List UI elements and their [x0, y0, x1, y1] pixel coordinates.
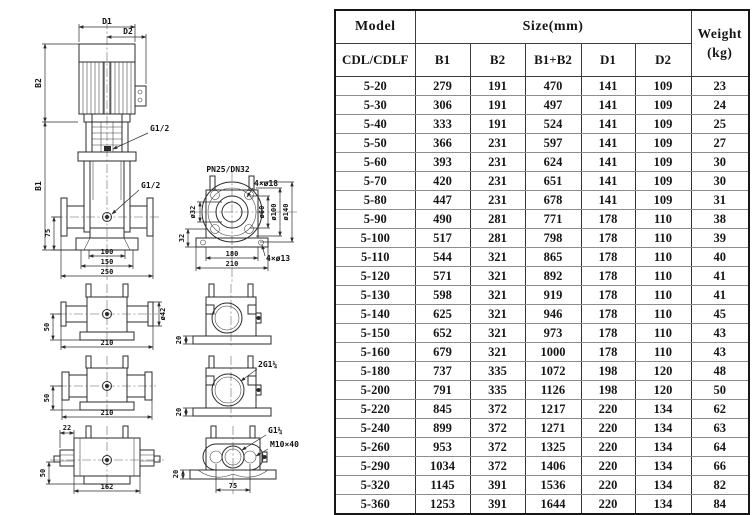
value-cell: 43: [691, 342, 749, 361]
table-row: [335, 437, 749, 456]
value-cell: 420: [415, 171, 470, 190]
spec-table-container: [334, 9, 748, 515]
model-cell: 5-120: [335, 266, 415, 285]
dim-210-label: 210: [225, 260, 239, 268]
port-view-a: [175, 284, 271, 346]
table-row: [335, 266, 749, 285]
port-view-c: [172, 426, 299, 494]
dim-162: 162: [100, 483, 114, 491]
value-cell: 178: [581, 304, 635, 323]
value-cell: 141: [581, 95, 635, 114]
header-model: Model: [335, 10, 415, 43]
value-cell: 1072: [525, 361, 581, 380]
table-row: [335, 418, 749, 437]
dim-150: 150: [100, 258, 114, 266]
front-view: [34, 17, 169, 280]
value-cell: 141: [581, 152, 635, 171]
value-cell: 737: [415, 361, 470, 380]
value-cell: 23: [691, 76, 749, 95]
value-cell: 178: [581, 342, 635, 361]
value-cell: 321: [470, 285, 525, 304]
port-view-b: [175, 356, 277, 418]
value-cell: 366: [415, 133, 470, 152]
value-cell: 27: [691, 133, 749, 152]
dia-32-label: ø32: [189, 205, 197, 219]
value-cell: 679: [415, 342, 470, 361]
value-cell: 110: [635, 304, 691, 323]
value-cell: 281: [470, 228, 525, 247]
header-col-d2: D2: [635, 43, 691, 76]
model-cell: 5-290: [335, 456, 415, 475]
value-cell: 25: [691, 114, 749, 133]
value-cell: 321: [470, 266, 525, 285]
value-cell: 110: [635, 247, 691, 266]
table-row: [335, 285, 749, 304]
dim-210-b: 210: [100, 409, 114, 417]
value-cell: 109: [635, 171, 691, 190]
dim-100: 100: [100, 248, 114, 256]
value-cell: 198: [581, 380, 635, 399]
value-cell: 109: [635, 133, 691, 152]
value-cell: 178: [581, 266, 635, 285]
value-cell: 110: [635, 228, 691, 247]
value-cell: 1126: [525, 380, 581, 399]
table-row: [335, 304, 749, 323]
value-cell: 845: [415, 399, 470, 418]
model-cell: 5-30: [335, 95, 415, 114]
value-cell: 66: [691, 456, 749, 475]
value-cell: 40: [691, 247, 749, 266]
pump-dimension-drawing: [0, 0, 336, 500]
dim-210-a: 210: [100, 339, 114, 347]
value-cell: 141: [581, 171, 635, 190]
value-cell: 141: [581, 133, 635, 152]
model-cell: 5-80: [335, 190, 415, 209]
value-cell: 447: [415, 190, 470, 209]
value-cell: 598: [415, 285, 470, 304]
value-cell: 1145: [415, 475, 470, 494]
model-cell: 5-200: [335, 380, 415, 399]
value-cell: 892: [525, 266, 581, 285]
header-weight-line1: Weight: [697, 25, 742, 41]
value-cell: 134: [635, 437, 691, 456]
dia-42-label: ø42: [159, 307, 167, 321]
value-cell: 651: [525, 171, 581, 190]
header-size: Size(mm): [415, 10, 691, 43]
dim-50-c: 50: [39, 468, 47, 478]
value-cell: 524: [525, 114, 581, 133]
value-cell: 84: [691, 494, 749, 514]
table-row: [335, 209, 749, 228]
value-cell: 220: [581, 475, 635, 494]
table-row: [335, 475, 749, 494]
dia-100-label: ø100: [270, 203, 278, 221]
table-row: [335, 190, 749, 209]
model-cell: 5-50: [335, 133, 415, 152]
value-cell: 678: [525, 190, 581, 209]
table-row: [335, 323, 749, 342]
value-cell: 191: [470, 95, 525, 114]
value-cell: 306: [415, 95, 470, 114]
table-row: [335, 152, 749, 171]
bolt-holes-label: 4×ø18: [254, 179, 279, 188]
side-view-a: [43, 284, 167, 350]
value-cell: 973: [525, 323, 581, 342]
table-row: [335, 456, 749, 475]
value-cell: 220: [581, 437, 635, 456]
table-row: [335, 114, 749, 133]
value-cell: 109: [635, 190, 691, 209]
value-cell: 120: [635, 361, 691, 380]
terminal-box: [135, 86, 146, 106]
value-cell: 321: [470, 304, 525, 323]
model-cell: 5-150: [335, 323, 415, 342]
value-cell: 321: [470, 323, 525, 342]
model-cell: 5-180: [335, 361, 415, 380]
table-row: [335, 342, 749, 361]
model-cell: 5-40: [335, 114, 415, 133]
value-cell: 41: [691, 285, 749, 304]
dim-20-b: 20: [175, 407, 183, 417]
value-cell: 220: [581, 494, 635, 514]
value-cell: 39: [691, 228, 749, 247]
bolt-m10-label: M10×40: [270, 440, 299, 449]
table-row: [335, 133, 749, 152]
value-cell: 335: [470, 380, 525, 399]
header-model-sub: CDL/CDLF: [335, 43, 415, 76]
dia-60-label: ø60: [258, 205, 266, 219]
value-cell: 45: [691, 304, 749, 323]
value-cell: 798: [525, 228, 581, 247]
value-cell: 1325: [525, 437, 581, 456]
value-cell: 231: [470, 133, 525, 152]
model-cell: 5-130: [335, 285, 415, 304]
value-cell: 372: [470, 437, 525, 456]
header-col-b1: B1: [415, 43, 470, 76]
value-cell: 865: [525, 247, 581, 266]
value-cell: 372: [470, 456, 525, 475]
value-cell: 178: [581, 323, 635, 342]
value-cell: 109: [635, 95, 691, 114]
value-cell: 1406: [525, 456, 581, 475]
header-col-b1b2: B1+B2: [525, 43, 581, 76]
value-cell: 141: [581, 76, 635, 95]
value-cell: 110: [635, 266, 691, 285]
value-cell: 178: [581, 228, 635, 247]
value-cell: 134: [635, 418, 691, 437]
dim-32-label: 32: [178, 233, 186, 243]
value-cell: 321: [470, 342, 525, 361]
side-view-b: [43, 356, 156, 420]
value-cell: 372: [470, 418, 525, 437]
header-weight: [691, 10, 749, 76]
value-cell: 141: [581, 114, 635, 133]
table-row: [335, 361, 749, 380]
value-cell: 771: [525, 209, 581, 228]
value-cell: 220: [581, 399, 635, 418]
thread-g114-label: G1¼: [268, 426, 283, 435]
model-cell: 5-240: [335, 418, 415, 437]
dim-75: 75: [44, 228, 52, 238]
value-cell: 791: [415, 380, 470, 399]
value-cell: 1034: [415, 456, 470, 475]
value-cell: 571: [415, 266, 470, 285]
dim-b2: B2: [34, 78, 43, 88]
model-cell: 5-140: [335, 304, 415, 323]
model-cell: 5-320: [335, 475, 415, 494]
value-cell: 470: [525, 76, 581, 95]
value-cell: 134: [635, 475, 691, 494]
value-cell: 231: [470, 152, 525, 171]
dim-180-label: 180: [225, 250, 239, 258]
value-cell: 279: [415, 76, 470, 95]
table-row: [335, 494, 749, 514]
dim-20-a: 20: [175, 335, 183, 345]
value-cell: 281: [470, 209, 525, 228]
table-row: [335, 228, 749, 247]
value-cell: 231: [470, 171, 525, 190]
value-cell: 333: [415, 114, 470, 133]
value-cell: 24: [691, 95, 749, 114]
value-cell: 30: [691, 152, 749, 171]
value-cell: 41: [691, 266, 749, 285]
value-cell: 178: [581, 247, 635, 266]
model-cell: 5-70: [335, 171, 415, 190]
value-cell: 38: [691, 209, 749, 228]
value-cell: 110: [635, 209, 691, 228]
flange-rating-label: PN25/DN32: [206, 165, 250, 174]
table-row: [335, 399, 749, 418]
value-cell: 178: [581, 285, 635, 304]
dim-75-b: 75: [228, 482, 238, 490]
table-row: [335, 95, 749, 114]
value-cell: 335: [470, 361, 525, 380]
value-cell: 1644: [525, 494, 581, 514]
value-cell: 1536: [525, 475, 581, 494]
value-cell: 110: [635, 323, 691, 342]
value-cell: 899: [415, 418, 470, 437]
model-cell: 5-260: [335, 437, 415, 456]
value-cell: 63: [691, 418, 749, 437]
dim-b1: B1: [34, 181, 43, 191]
value-cell: 48: [691, 361, 749, 380]
model-cell: 5-100: [335, 228, 415, 247]
table-row: [335, 380, 749, 399]
value-cell: 64: [691, 437, 749, 456]
value-cell: 82: [691, 475, 749, 494]
value-cell: 321: [470, 247, 525, 266]
base-holes-label: 4×ø13: [266, 254, 291, 263]
model-cell: 5-110: [335, 247, 415, 266]
value-cell: 517: [415, 228, 470, 247]
table-row: [335, 171, 749, 190]
value-cell: 220: [581, 418, 635, 437]
value-cell: 231: [470, 190, 525, 209]
value-cell: 946: [525, 304, 581, 323]
value-cell: 1000: [525, 342, 581, 361]
value-cell: 191: [470, 76, 525, 95]
model-cell: 5-220: [335, 399, 415, 418]
value-cell: 50: [691, 380, 749, 399]
value-cell: 625: [415, 304, 470, 323]
value-cell: 134: [635, 399, 691, 418]
thread-g12-side: G1/2: [141, 181, 161, 190]
value-cell: 953: [415, 437, 470, 456]
value-cell: 31: [691, 190, 749, 209]
table-row: [335, 247, 749, 266]
table-body: [335, 76, 749, 514]
model-cell: 5-20: [335, 76, 415, 95]
thread-2g114-label: 2G1¼: [258, 360, 278, 369]
dim-d2: D2: [123, 27, 133, 36]
header-col-b2: B2: [470, 43, 525, 76]
value-cell: 30: [691, 171, 749, 190]
value-cell: 191: [470, 114, 525, 133]
model-cell: 5-60: [335, 152, 415, 171]
dim-d1: D1: [102, 17, 112, 26]
value-cell: 109: [635, 76, 691, 95]
model-cell: 5-160: [335, 342, 415, 361]
value-cell: 624: [525, 152, 581, 171]
dim-250: 250: [100, 268, 114, 276]
dim-50-a: 50: [43, 322, 51, 332]
value-cell: 198: [581, 361, 635, 380]
side-view-c: [39, 424, 164, 494]
value-cell: 372: [470, 399, 525, 418]
dia-140-label: ø140: [282, 203, 290, 221]
value-cell: 134: [635, 494, 691, 514]
value-cell: 109: [635, 152, 691, 171]
value-cell: 1217: [525, 399, 581, 418]
model-cell: 5-90: [335, 209, 415, 228]
value-cell: 134: [635, 456, 691, 475]
header-col-d1: D1: [581, 43, 635, 76]
value-cell: 62: [691, 399, 749, 418]
value-cell: 110: [635, 342, 691, 361]
value-cell: 220: [581, 456, 635, 475]
value-cell: 490: [415, 209, 470, 228]
value-cell: 1271: [525, 418, 581, 437]
value-cell: 391: [470, 475, 525, 494]
value-cell: 141: [581, 190, 635, 209]
model-cell: 5-360: [335, 494, 415, 514]
header-weight-line2: (kg): [707, 45, 733, 61]
dim-50-b: 50: [43, 393, 51, 403]
value-cell: 652: [415, 323, 470, 342]
thread-g12-top: G1/2: [150, 124, 170, 133]
spec-table: [334, 9, 750, 515]
value-cell: 120: [635, 380, 691, 399]
value-cell: 919: [525, 285, 581, 304]
value-cell: 1253: [415, 494, 470, 514]
dim-22: 22: [62, 424, 72, 432]
table-row: [335, 76, 749, 95]
value-cell: 393: [415, 152, 470, 171]
value-cell: 544: [415, 247, 470, 266]
value-cell: 43: [691, 323, 749, 342]
dim-20-c: 20: [172, 469, 180, 479]
value-cell: 110: [635, 285, 691, 304]
flange-top-view: [178, 165, 298, 284]
value-cell: 391: [470, 494, 525, 514]
value-cell: 497: [525, 95, 581, 114]
value-cell: 178: [581, 209, 635, 228]
value-cell: 597: [525, 133, 581, 152]
value-cell: 109: [635, 114, 691, 133]
